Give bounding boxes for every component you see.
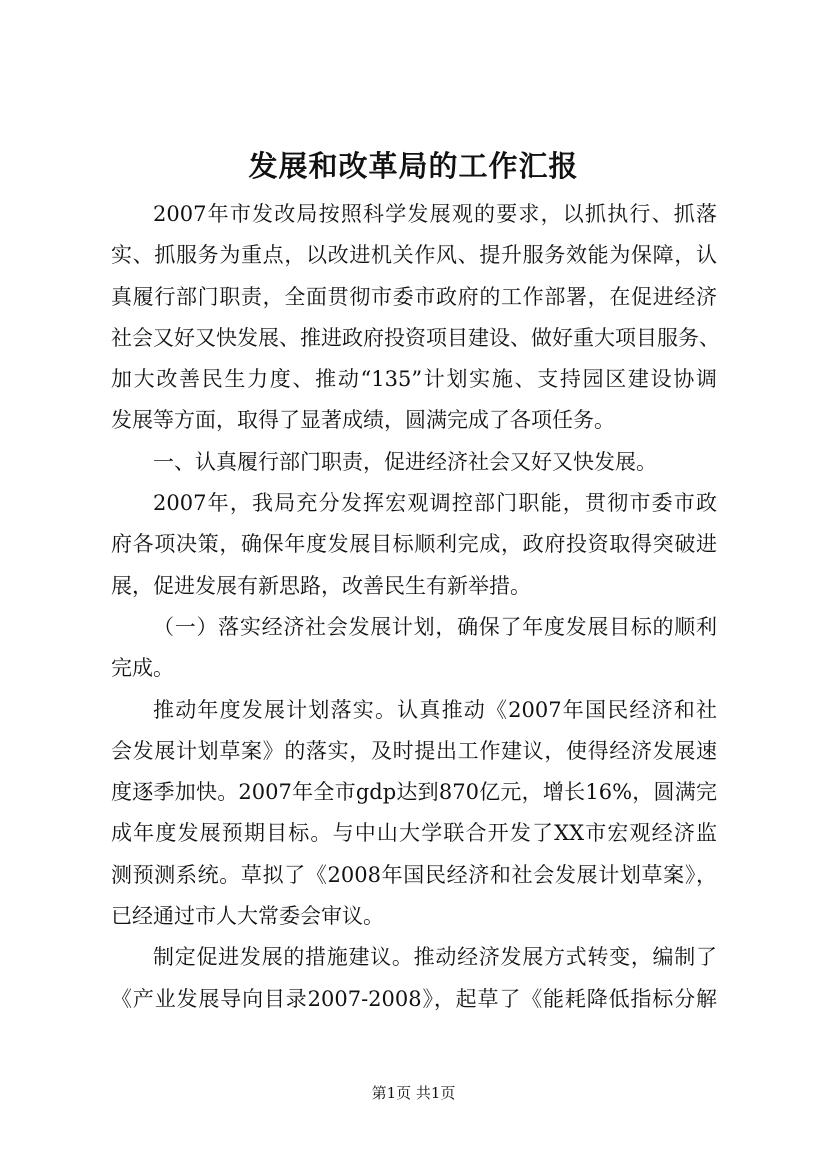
paragraph-line: 度逐季加快。2007年全市gdp达到870亿元，增长16%，圆满完 [111,780,717,805]
document-title: 发展和改革局的工作汇报 [248,149,579,183]
paragraph-line: 府各项决策，确保年度发展目标顺利完成，政府投资取得突破进 [111,532,717,557]
paragraph-line: 测预测系统。草拟了《2008年国民经济和社会发展计划草案》， [111,862,717,887]
paragraph-line: 2007年市发改局按照科学发展观的要求，以抓执行、抓落 [153,202,717,226]
paragraph-line: 社会又好又快发展、推进政府投资项目建设、做好重大项目服务、 [111,325,720,350]
paragraph-line: 会发展计划草案》的落实，及时提出工作建议，使得经济发展速 [111,738,717,763]
paragraph-line: 制定促进发展的措施建议。推动经济发展方式转变，编制了 [153,945,717,970]
section-heading: 一、认真履行部门职责，促进经济社会又好又快发展。 [153,449,657,474]
paragraph-line: 成年度发展预期目标。与中山大学联合开发了XX市宏观经济监 [111,821,717,846]
paragraph-line: 加大改善民生力度、推动“135”计划实施、支持园区建设协调 [111,367,717,392]
document-body [111,194,720,1020]
paragraph-line: 实、抓服务为重点，以改进机关作风、提升服务效能为保障，认 [111,243,717,268]
paragraph-line: 《产业发展导向目录2007-2008》，起草了《能耗降低指标分解 [111,986,717,1011]
subsection-heading: （一）落实经济社会发展计划，确保了年度发展目标的顺利 [153,614,717,639]
paragraph-line: 展，促进发展有新思路，改善民生有新举措。 [111,573,531,598]
subsection-heading: 完成。 [111,656,174,681]
paragraph-line: 已经通过市人大常委会审议。 [111,904,384,929]
paragraph-line: 真履行部门职责，全面贯彻市委市政府的工作部署，在促进经济 [111,284,717,309]
paragraph-line: 2007年，我局充分发挥宏观调控部门职能，贯彻市委市政 [153,491,717,516]
paragraph-line: 发展等方面，取得了显著成绩，圆满完成了各项任务。 [111,408,615,433]
paragraph-line: 推动年度发展计划落实。认真推动《2007年国民经济和社 [153,697,717,722]
page-number: 第1页 共1页 [371,1084,456,1102]
